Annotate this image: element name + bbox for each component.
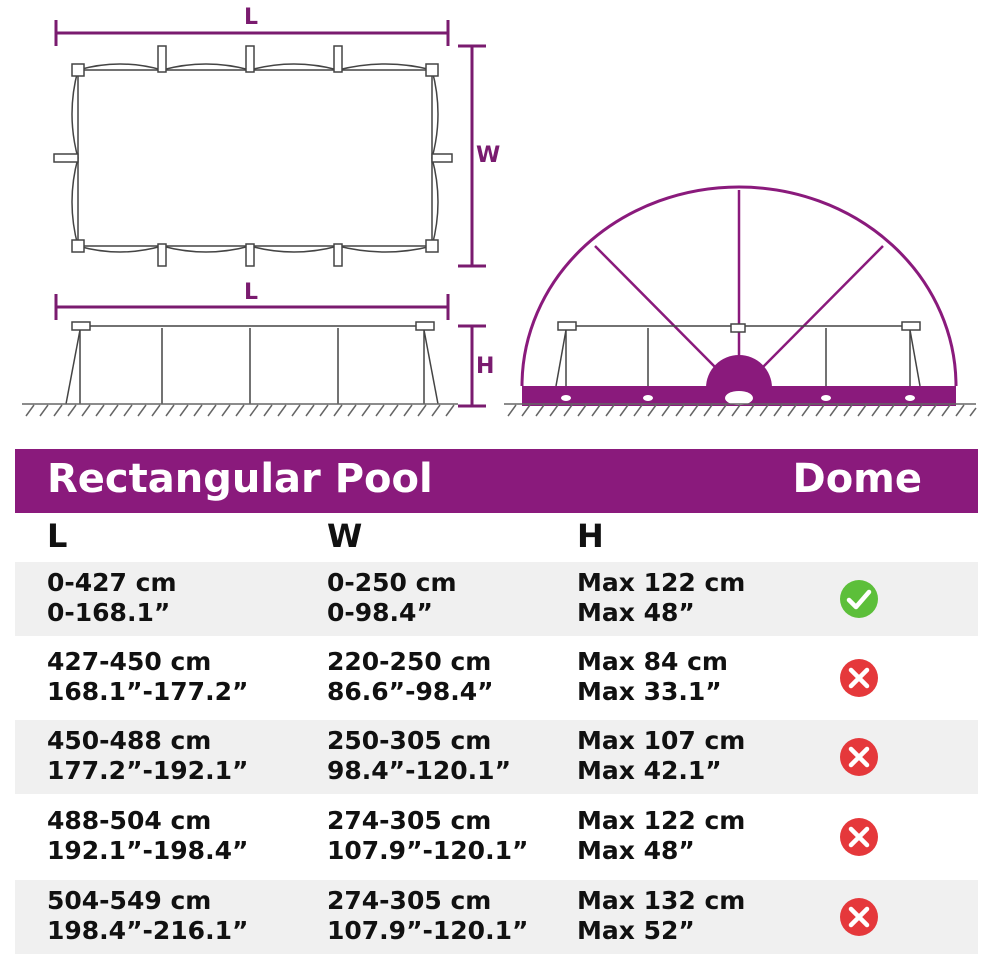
pool-top-view — [54, 46, 452, 266]
column-header-l: L — [47, 517, 68, 555]
side-view-height-label: H — [476, 354, 495, 379]
table-row — [15, 641, 978, 715]
side-view-length-label: L — [244, 280, 259, 305]
dome-illustration — [522, 187, 956, 406]
height-cell: Max 122 cm Max 48” — [577, 568, 746, 627]
cross-icon — [839, 817, 879, 857]
width-cell: 274-305 cm 107.9”-120.1” — [327, 806, 529, 865]
height-cell: Max 132 cm Max 52” — [577, 886, 746, 945]
cross-icon — [839, 658, 879, 698]
height-cell: Max 122 cm Max 48” — [577, 806, 746, 865]
pool-side-view — [66, 322, 438, 404]
length-cell: 450-488 cm 177.2”-192.1” — [47, 726, 249, 785]
height-cell: Max 84 cm Max 33.1” — [577, 647, 728, 706]
column-header-w: W — [327, 517, 363, 555]
cross-icon — [839, 737, 879, 777]
table-row — [15, 720, 978, 794]
table-row — [15, 880, 978, 954]
check-icon — [839, 579, 879, 619]
banner-title: Rectangular Pool — [47, 456, 433, 502]
cross-icon — [839, 897, 879, 937]
height-cell: Max 107 cm Max 42.1” — [577, 726, 746, 785]
width-cell: 274-305 cm 107.9”-120.1” — [327, 886, 529, 945]
width-cell: 220-250 cm 86.6”-98.4” — [327, 647, 494, 706]
table-row — [15, 800, 978, 874]
pool-dimension-diagram — [0, 0, 988, 440]
length-cell: 0-427 cm 0-168.1” — [47, 568, 177, 627]
ground-left — [22, 404, 458, 416]
width-cell: 0-250 cm 0-98.4” — [327, 568, 457, 627]
top-view-width-label: W — [476, 143, 501, 168]
table-row — [15, 562, 978, 636]
column-header-h: H — [577, 517, 604, 555]
top-view-length-label: L — [244, 5, 259, 30]
banner-dome-label: Dome — [792, 456, 922, 502]
table-banner — [15, 449, 978, 513]
length-cell: 504-549 cm 198.4”-216.1” — [47, 886, 249, 945]
length-cell: 427-450 cm 168.1”-177.2” — [47, 647, 249, 706]
length-cell: 488-504 cm 192.1”-198.4” — [47, 806, 249, 865]
width-cell: 250-305 cm 98.4”-120.1” — [327, 726, 511, 785]
